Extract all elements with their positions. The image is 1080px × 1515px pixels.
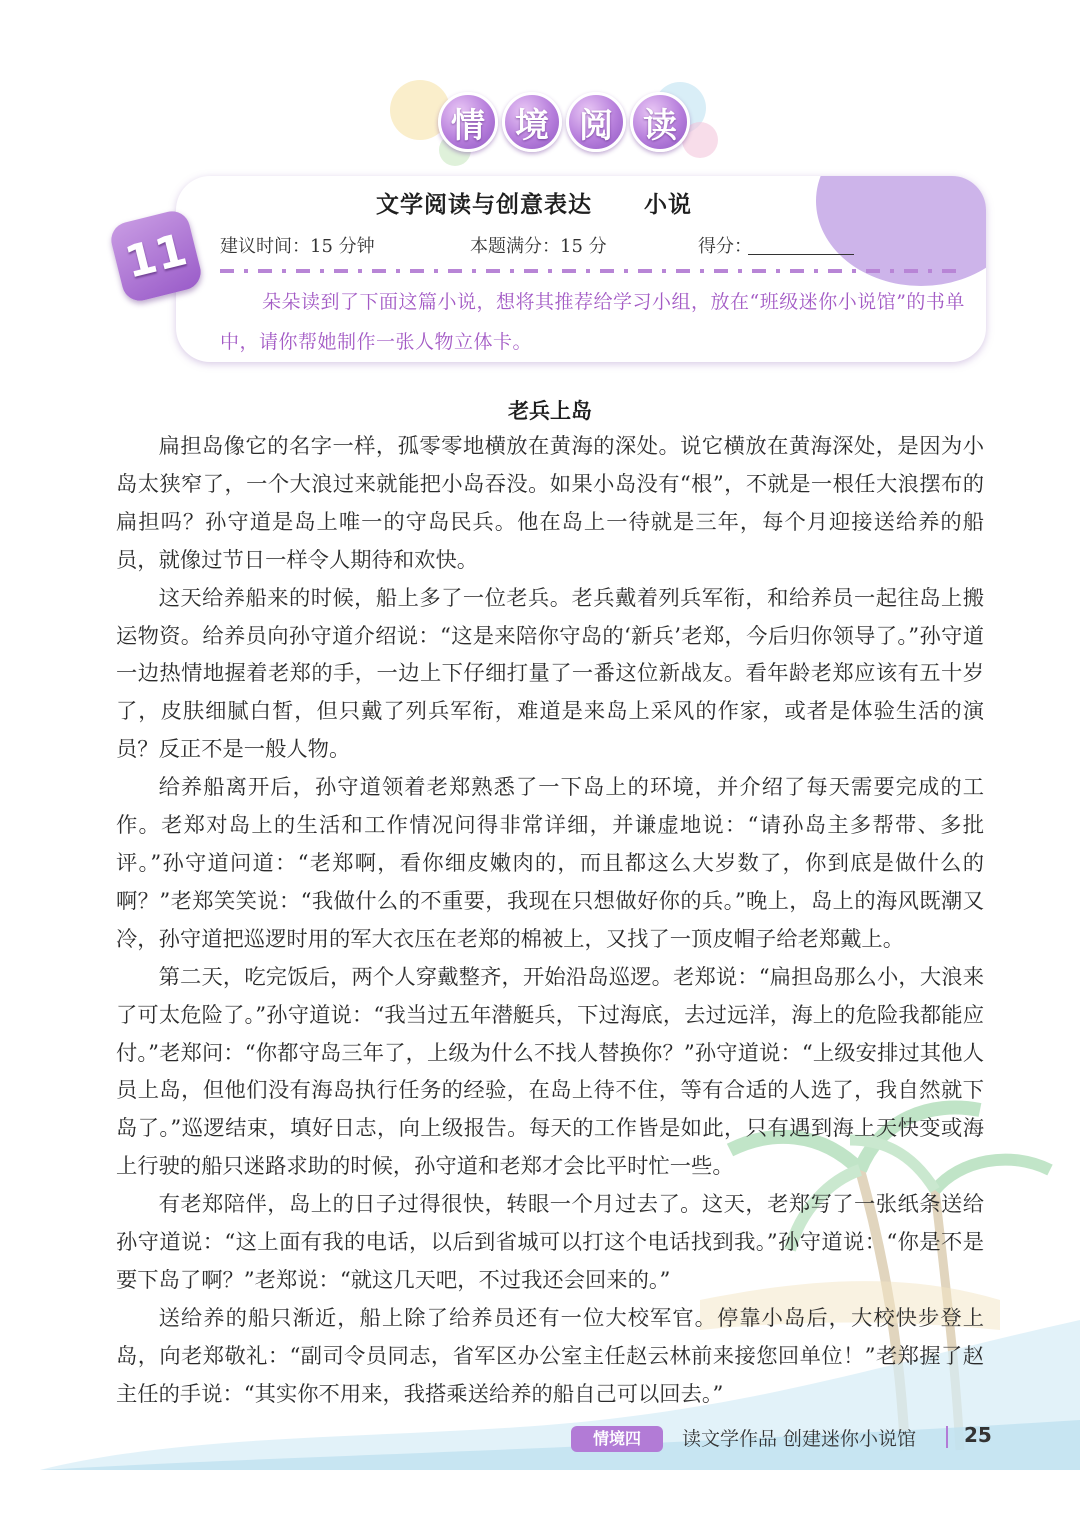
banner-char: 境 (502, 92, 562, 152)
paragraph: 给养船离开后，孙守道领着老郑熟悉了一下岛上的环境，并介绍了每天需要完成的工作。老郑对岛上的生活和工作情况问得非常详细，并谦虚地说：“请孙岛主多帮带、多批评。”孙守道问道：“老郑啊，看你细皮嫩肉的，而且都这么大岁数了，你到底是做什么的啊？”老郑笑笑说：“我做什么的不重要，我现在只想做好你的兵。”晚上，岛上的海风既潮又冷，孙守道把巡逻时用的军大衣压在老郑的棉被上，又找了一顶皮帽子给老郑戴上。 (116, 775, 984, 952)
footer-separator (946, 1426, 948, 1448)
paragraph: 扁担岛像它的名字一样，孤零零地横放在黄海的深处。说它横放在黄海深处，是因为小岛太狭窄了，一个大浪过来就能把小岛吞没。如果小岛没有“根”，不就是一根任大浪摆布的扁担吗？孙守道是岛上唯一的守岛民兵。他在岛上一待就是三年，每个月迎接送给养的船员，就像过节日一样令人期待和欢快。 (116, 434, 984, 573)
task-title: 文学阅读与创意表达 (376, 192, 592, 218)
task-intro: 朵朵读到了下面这篇小说，想将其推荐给学习小组，放在“班级迷你小说馆”的书单中，请你帮她制作一张人物立体卡。 (220, 291, 965, 353)
question-header-card (176, 176, 986, 362)
story-title: 老兵上岛 (508, 399, 592, 423)
meta-row (220, 232, 752, 258)
full-score: 本题满分：15 分 (470, 236, 607, 257)
page-footer (0, 1420, 1080, 1460)
story-body (116, 428, 984, 1414)
section-title: 读文学作品 创建迷你小说馆 (682, 1428, 917, 1450)
banner-char: 情 (438, 92, 498, 152)
score-label: 得分： (698, 236, 752, 257)
paragraph: 第二天，吃完饭后，两个人穿戴整齐，开始沿岛巡逻。老郑说：“扁担岛那么小，大浪来了可太危险了。”孙守道说：“我当过五年潜艇兵，下过海底，去过远洋，海上的危险我都能应付。”老郑问：“你都守岛三年了，上级为什么不找人替换你？”孙守道说：“上级安排过其他人员上岛，但他们没有海岛执行任务的经验，在岛上待不住，等有合适的人选了，我自然就下岛了。”巡逻结束，填好日志，向上级报告。每天的工作皆是如此，只有遇到海上天快变或海上行驶的船只迷路求助的时候，孙守道和老郑才会比平时忙一些。 (116, 964, 984, 1180)
card-title (376, 186, 692, 219)
paragraph: 这天给养船来的时候，船上多了一位老兵。老兵戴着列兵军衔，和给养员一起往岛上搬运物资。给养员向孙守道介绍说：“这是来陪你守岛的‘新兵’老郑，今后归你领导了。”孙守道一边热情地握着老郑的手，一边上下仔细打量了一番这位新战友。看年龄老郑应该有五十岁了，皮肤细腻白皙，但只戴了列兵军衔，难道是来岛上采风的作家，或者是体验生活的演员？反正不是一般人物。 (116, 585, 984, 763)
score-blank[interactable] (748, 254, 854, 255)
genre-label: 小说 (644, 192, 692, 218)
suggested-time: 建议时间：15 分钟 (220, 236, 375, 257)
paragraph: 送给养的船只渐近，船上除了给养员还有一位大校军官。停靠小岛后，大校快步登上岛，向老郑敬礼：“副司令员同志，省军区办公室主任赵云林前来接您回单位！”老郑握了赵主任的手说：“其实你不用来，我搭乘送给养的船自己可以回去。” (116, 1305, 984, 1407)
banner-char: 读 (630, 92, 690, 152)
paragraph: 有老郑陪伴，岛上的日子过得很快，转眼一个月过去了。这天，老郑写了一张纸条送给孙守道说：“这上面有我的电话，以后到省城可以打这个电话找到我。”孙守道说：“你是不是要下岛了啊？”老郑说：“就这几天吧，不过我还会回来的。” (116, 1192, 984, 1293)
section-banner (438, 92, 690, 158)
banner-char: 阅 (566, 92, 626, 152)
page-number: 25 (964, 1423, 992, 1447)
question-number: 11 (120, 223, 192, 289)
divider (220, 269, 960, 273)
unit-tag: 情境四 (571, 1426, 663, 1452)
